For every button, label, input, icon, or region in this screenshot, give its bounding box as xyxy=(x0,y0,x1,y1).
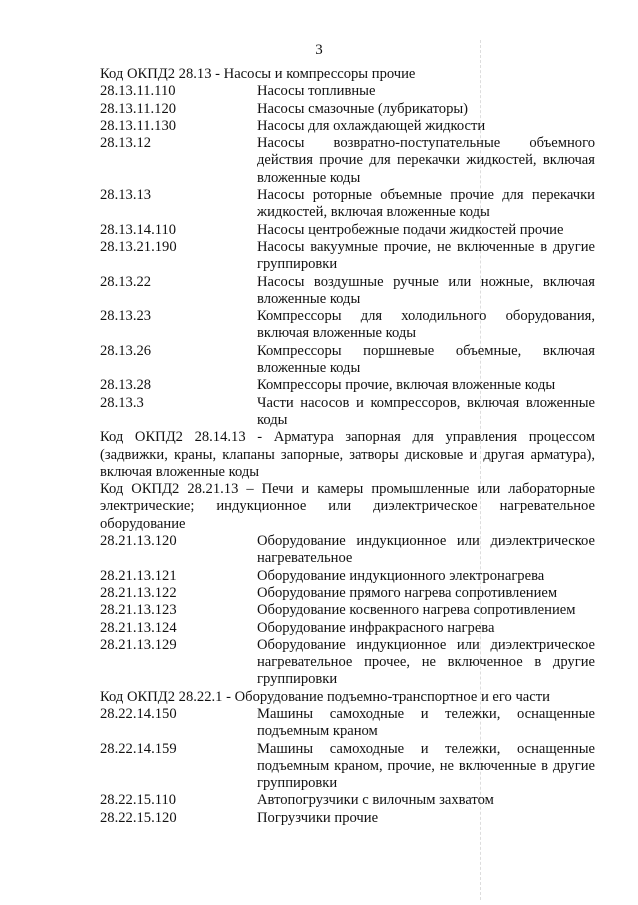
code-description: Оборудование индукционное или диэлектрическое нагревательное прочее, не включенное в другие группировки xyxy=(257,636,595,688)
code-row xyxy=(100,83,595,100)
code-description: Оборудование инфракрасного нагрева xyxy=(257,619,495,636)
code-row xyxy=(100,585,595,602)
code-row xyxy=(100,239,595,274)
okpd2-code: 28.13.21.190 xyxy=(100,238,177,255)
okpd2-code: 28.13.13 xyxy=(100,187,152,204)
code-description: Насосы роторные объемные прочие для перекачки жидкостей, включая вложенные коды xyxy=(257,187,595,221)
code-description: Погрузчики прочие xyxy=(257,809,379,826)
code-description: Машины самоходные и тележки, оснащенные подъемным краном xyxy=(257,705,595,740)
code-description: Насосы для охлаждающей жидкости xyxy=(257,117,486,134)
code-row xyxy=(100,118,595,135)
code-row xyxy=(100,568,595,585)
code-description: Оборудование косвенного нагрева сопротивлением xyxy=(257,602,576,619)
code-row xyxy=(100,637,595,689)
okpd2-code: 28.21.13.122 xyxy=(100,584,177,601)
code-row xyxy=(100,792,595,809)
code-row xyxy=(100,602,595,619)
okpd2-code: 28.13.11.120 xyxy=(100,100,177,117)
okpd2-code: 28.21.13.120 xyxy=(100,533,177,550)
code-row xyxy=(100,377,595,394)
okpd2-code: 28.13.22 xyxy=(100,273,152,290)
section xyxy=(100,66,595,429)
okpd2-code: 28.21.13.121 xyxy=(100,567,177,584)
code-description: Части насосов и компрессоров, включая вложенные коды xyxy=(257,394,595,428)
okpd2-code: 28.13.23 xyxy=(100,308,152,325)
code-row xyxy=(100,308,595,343)
okpd2-code: 28.21.13.129 xyxy=(100,636,177,653)
code-description: Компрессоры поршневые объемные, включая вложенные коды xyxy=(257,342,595,377)
document-body xyxy=(100,66,595,827)
section-heading: Код ОКПД2 28.13 - Насосы и компрессоры прочие xyxy=(100,66,416,82)
code-row xyxy=(100,222,595,239)
okpd2-code: 28.13.11.130 xyxy=(100,117,177,134)
code-row xyxy=(100,395,595,430)
code-description: Машины самоходные и тележки, оснащенные подъемным краном, прочие, не включенные в другие группировки xyxy=(257,740,595,792)
code-description: Компрессоры для холодильного оборудования, включая вложенные коды xyxy=(257,308,595,342)
okpd2-code: 28.13.26 xyxy=(100,342,152,359)
section xyxy=(100,429,595,481)
section xyxy=(100,689,595,827)
code-row xyxy=(100,620,595,637)
code-row xyxy=(100,343,595,378)
code-description: Насосы смазочные (лубрикаторы) xyxy=(257,100,469,117)
okpd2-code: 28.13.28 xyxy=(100,377,152,394)
code-description: Оборудование индукционного электронагрева xyxy=(257,567,545,584)
okpd2-code: 28.21.13.123 xyxy=(100,602,177,619)
section xyxy=(100,481,595,689)
code-description: Насосы центробежные подачи жидкостей прочие xyxy=(257,221,564,238)
section-heading: Код ОКПД2 28.21.13 – Печи и камеры промышленные или лабораторные электрические; индукционное или диэлектрическое нагревательное оборудование xyxy=(100,481,595,532)
okpd2-code: 28.13.14.110 xyxy=(100,221,177,238)
okpd2-code: 28.22.15.120 xyxy=(100,809,177,826)
section-heading: Код ОКПД2 28.14.13 - Арматура запорная для управления процессом (задвижки, краны, клапаны запорные, затворы дисковые и другая арматура), включая вложенные коды xyxy=(100,429,595,480)
code-row xyxy=(100,101,595,118)
code-description: Насосы топливные xyxy=(257,83,376,100)
okpd2-code: 28.22.14.159 xyxy=(100,740,177,757)
okpd2-code: 28.13.11.110 xyxy=(100,83,176,100)
code-description: Компрессоры прочие, включая вложенные коды xyxy=(257,377,556,394)
code-row xyxy=(100,187,595,222)
code-description: Автопогрузчики с вилочным захватом xyxy=(257,792,494,809)
code-description: Оборудование индукционное или диэлектрическое нагревательное xyxy=(257,533,595,567)
code-description: Насосы вакуумные прочие, не включенные в другие группировки xyxy=(257,238,595,273)
okpd2-code: 28.22.14.150 xyxy=(100,705,177,722)
page-number: 3 xyxy=(315,42,323,58)
code-row xyxy=(100,741,595,793)
code-row xyxy=(100,706,595,741)
code-row xyxy=(100,533,595,568)
okpd2-code: 28.21.13.124 xyxy=(100,619,177,636)
code-description: Оборудование прямого нагрева сопротивлением xyxy=(257,584,558,601)
code-description: Насосы возвратно-поступательные объемного действия прочие для перекачки жидкостей, включая вложенные коды xyxy=(257,135,595,186)
okpd2-code: 28.22.15.110 xyxy=(100,792,177,809)
okpd2-code: 28.13.12 xyxy=(100,135,152,152)
section-heading: Код ОКПД2 28.22.1 - Оборудование подъемно-транспортное и его части xyxy=(100,688,550,705)
code-row xyxy=(100,274,595,309)
code-description: Насосы воздушные ручные или ножные, включая вложенные коды xyxy=(257,273,595,307)
code-row xyxy=(100,135,595,187)
code-row xyxy=(100,810,595,827)
okpd2-code: 28.13.3 xyxy=(100,394,144,411)
